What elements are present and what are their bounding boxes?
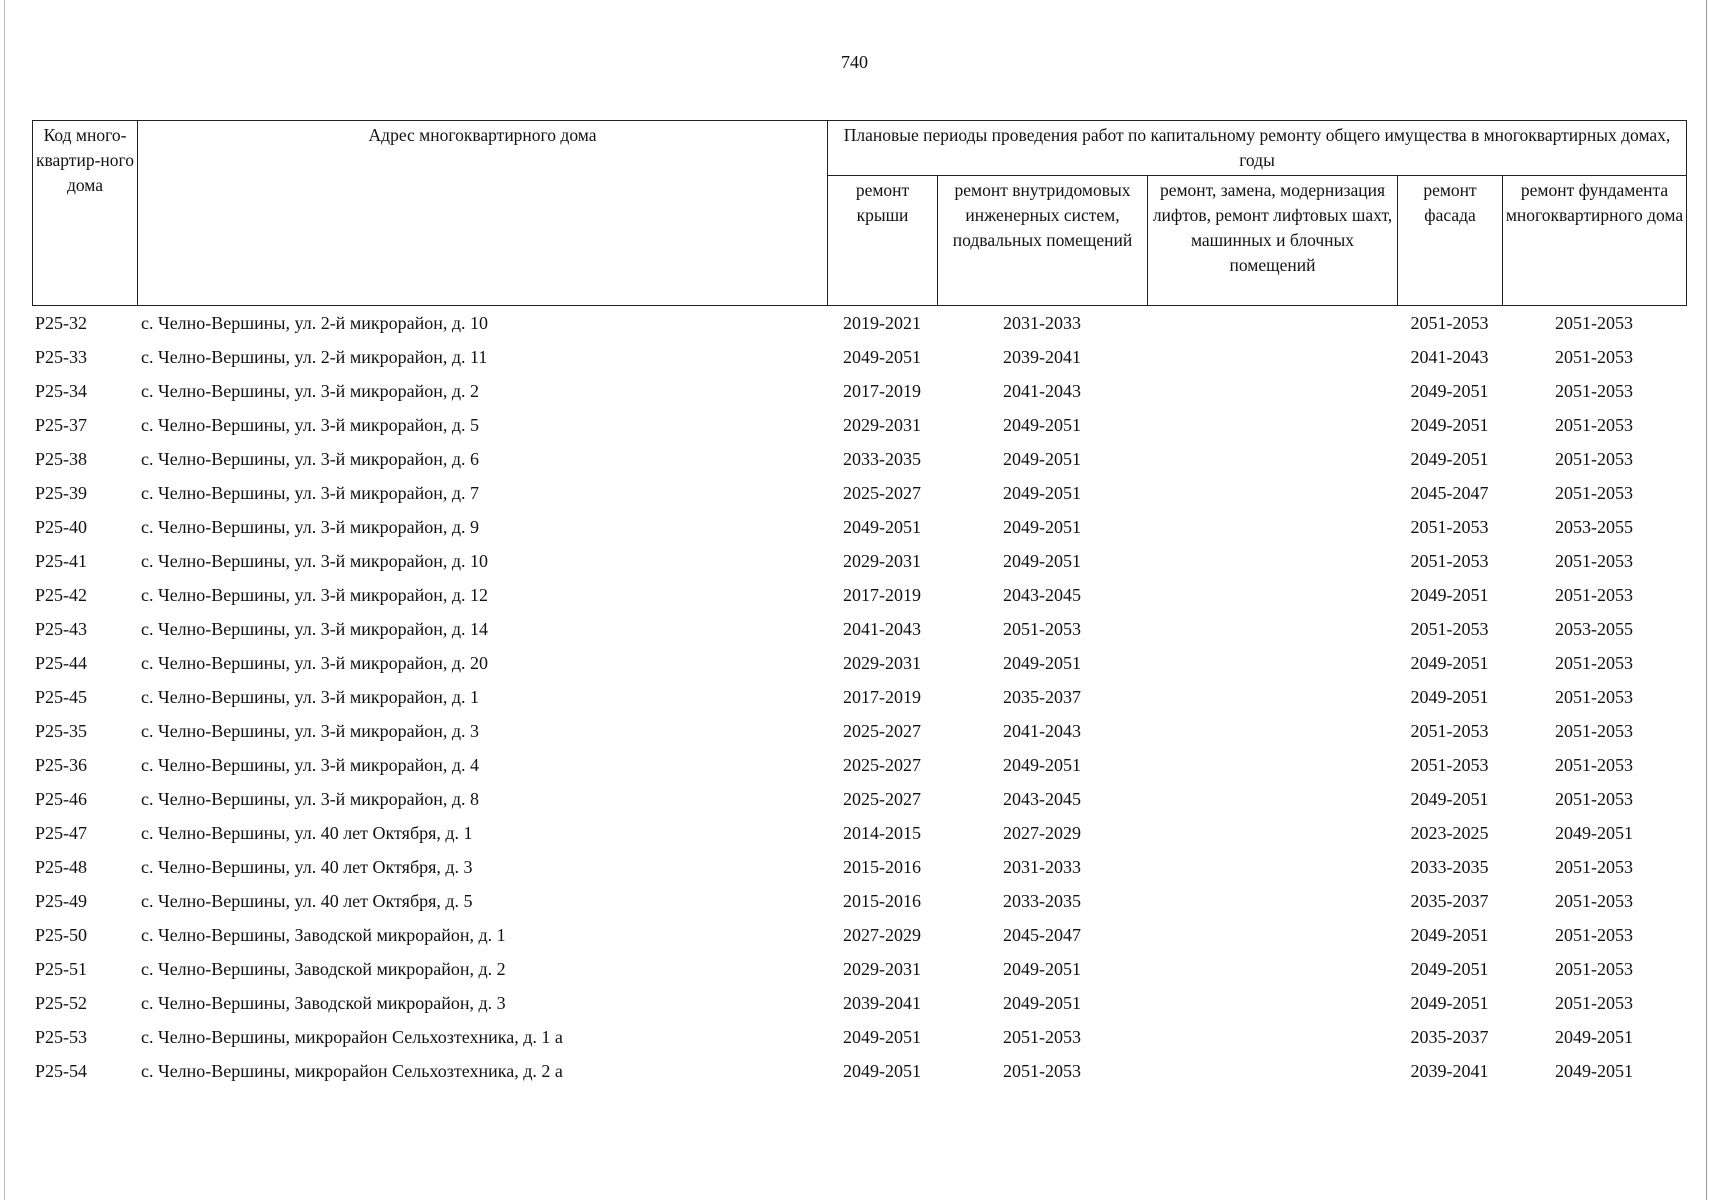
cell-elevators	[1147, 476, 1397, 510]
cell-foundation: 2051-2053	[1555, 789, 1633, 809]
cell-foundation: 2053-2055	[1555, 619, 1633, 639]
cell-address: с. Челно-Вершины, ул. 3-й микрорайон, д. 20	[141, 653, 489, 673]
table-row	[32, 612, 1686, 646]
header-roof: ремонт крыши	[828, 176, 938, 306]
cell-code: Р25-37	[35, 415, 88, 435]
cell-code: Р25-38	[35, 449, 88, 469]
table-row	[32, 1054, 1686, 1088]
cell-facade: 2049-2051	[1410, 789, 1489, 809]
table-row	[32, 476, 1686, 510]
header-elevators: ремонт, замена, модернизация лифтов, ремонт лифтовых шахт, машинных и блочных помещений	[1148, 176, 1398, 306]
cell-facade: 2023-2025	[1410, 823, 1489, 843]
cell-elevators	[1147, 748, 1397, 782]
cell-foundation: 2051-2053	[1555, 959, 1633, 979]
cell-address: с. Челно-Вершины, ул. 3-й микрорайон, д. 1	[141, 687, 480, 707]
cell-facade: 2049-2051	[1410, 415, 1489, 435]
cell-address: с. Челно-Вершины, ул. 3-й микрорайон, д. 12	[141, 585, 489, 605]
cell-engineering: 2049-2051	[1003, 653, 1081, 673]
cell-code: Р25-41	[35, 551, 88, 571]
cell-elevators	[1147, 714, 1397, 748]
table-row	[32, 340, 1686, 374]
table-row	[32, 714, 1686, 748]
scan-right-edge	[1706, 0, 1707, 1200]
table-row	[32, 816, 1686, 850]
cell-code: Р25-44	[35, 653, 88, 673]
cell-address: с. Челно-Вершины, ул. 3-й микрорайон, д. 3	[141, 721, 480, 741]
cell-engineering: 2027-2029	[1003, 823, 1081, 843]
cell-facade: 2041-2043	[1410, 347, 1489, 367]
table-row	[32, 544, 1686, 578]
cell-foundation: 2051-2053	[1555, 993, 1633, 1013]
cell-roof: 2029-2031	[843, 653, 921, 673]
table-row	[32, 442, 1686, 476]
cell-address: с. Челно-Вершины, ул. 2-й микрорайон, д. 11	[141, 347, 488, 367]
table-row	[32, 1020, 1686, 1054]
cell-engineering: 2041-2043	[1003, 381, 1081, 401]
cell-code: Р25-39	[35, 483, 88, 503]
table-row	[32, 918, 1686, 952]
cell-address: с. Челно-Вершины, ул. 3-й микрорайон, д. 9	[141, 517, 480, 537]
cell-facade: 2033-2035	[1410, 857, 1489, 877]
cell-facade: 2051-2053	[1410, 517, 1489, 537]
cell-code: Р25-47	[35, 823, 88, 843]
cell-elevators	[1147, 510, 1397, 544]
cell-roof: 2033-2035	[843, 449, 921, 469]
table-body	[32, 306, 1686, 1088]
cell-foundation: 2051-2053	[1555, 551, 1633, 571]
header-foundation: ремонт фундамента многоквартирного дома	[1503, 176, 1687, 306]
cell-engineering: 2031-2033	[1003, 857, 1081, 877]
cell-engineering: 2033-2035	[1003, 891, 1081, 911]
cell-engineering: 2049-2051	[1003, 755, 1081, 775]
cell-address: с. Челно-Вершины, микрорайон Сельхозтехника, д. 2 а	[141, 1061, 563, 1081]
cell-foundation: 2051-2053	[1555, 415, 1633, 435]
cell-engineering: 2043-2045	[1003, 789, 1081, 809]
cell-foundation: 2051-2053	[1555, 721, 1633, 741]
cell-code: Р25-40	[35, 517, 88, 537]
cell-engineering: 2049-2051	[1003, 551, 1081, 571]
cell-engineering: 2049-2051	[1003, 449, 1081, 469]
cell-roof: 2025-2027	[843, 755, 921, 775]
cell-foundation: 2051-2053	[1555, 925, 1633, 945]
cell-elevators	[1147, 442, 1397, 476]
cell-elevators	[1147, 680, 1397, 714]
cell-elevators	[1147, 578, 1397, 612]
cell-elevators	[1147, 884, 1397, 918]
cell-engineering: 2051-2053	[1003, 1061, 1081, 1081]
cell-elevators	[1147, 816, 1397, 850]
cell-code: Р25-49	[35, 891, 88, 911]
table-row	[32, 578, 1686, 612]
table-row	[32, 374, 1686, 408]
cell-foundation: 2051-2053	[1555, 891, 1633, 911]
cell-facade: 2049-2051	[1410, 449, 1489, 469]
cell-engineering: 2035-2037	[1003, 687, 1081, 707]
cell-foundation: 2053-2055	[1555, 517, 1633, 537]
table-row	[32, 408, 1686, 442]
cell-roof: 2017-2019	[843, 381, 921, 401]
cell-elevators	[1147, 340, 1397, 374]
cell-facade: 2035-2037	[1410, 1027, 1489, 1047]
cell-facade: 2049-2051	[1410, 687, 1489, 707]
cell-foundation: 2049-2051	[1555, 1027, 1633, 1047]
cell-roof: 2049-2051	[843, 517, 921, 537]
cell-code: Р25-50	[35, 925, 88, 945]
cell-engineering: 2031-2033	[1003, 313, 1081, 333]
cell-foundation: 2051-2053	[1555, 313, 1633, 333]
cell-foundation: 2051-2053	[1555, 585, 1633, 605]
cell-address: с. Челно-Вершины, ул. 3-й микрорайон, д. 5	[141, 415, 480, 435]
header-facade: ремонт фасада	[1398, 176, 1503, 306]
cell-facade: 2039-2041	[1410, 1061, 1489, 1081]
cell-elevators	[1147, 544, 1397, 578]
cell-facade: 2049-2051	[1410, 959, 1489, 979]
cell-code: Р25-33	[35, 347, 88, 367]
cell-foundation: 2051-2053	[1555, 483, 1633, 503]
table-rows	[32, 306, 1686, 1088]
cell-address: с. Челно-Вершины, ул. 3-й микрорайон, д. 2	[141, 381, 480, 401]
cell-roof: 2049-2051	[843, 1027, 921, 1047]
header-engineering: ремонт внутридомовых инженерных систем, подвальных помещений	[938, 176, 1148, 306]
table-row	[32, 986, 1686, 1020]
cell-roof: 2029-2031	[843, 551, 921, 571]
table-row	[32, 952, 1686, 986]
cell-roof: 2029-2031	[843, 959, 921, 979]
page-number: 740	[841, 52, 868, 72]
cell-code: Р25-53	[35, 1027, 88, 1047]
cell-code: Р25-36	[35, 755, 88, 775]
cell-address: с. Челно-Вершины, ул. 3-й микрорайон, д. 6	[141, 449, 480, 469]
cell-elevators	[1147, 374, 1397, 408]
table-row	[32, 306, 1686, 340]
cell-address: с. Челно-Вершины, Заводской микрорайон, д. 3	[141, 993, 506, 1013]
cell-facade: 2051-2053	[1410, 755, 1489, 775]
cell-address: с. Челно-Вершины, ул. 3-й микрорайон, д. 14	[141, 619, 489, 639]
cell-address: с. Челно-Вершины, Заводской микрорайон, д. 1	[141, 925, 506, 945]
cell-engineering: 2041-2043	[1003, 721, 1081, 741]
capital-repair-table	[32, 120, 1687, 1088]
cell-engineering: 2049-2051	[1003, 959, 1081, 979]
table-row	[32, 510, 1686, 544]
table-row	[32, 850, 1686, 884]
cell-elevators	[1147, 850, 1397, 884]
table-header	[32, 120, 1687, 306]
cell-elevators	[1147, 306, 1397, 340]
cell-engineering: 2039-2041	[1003, 347, 1081, 367]
cell-roof: 2017-2019	[843, 585, 921, 605]
cell-facade: 2051-2053	[1410, 551, 1489, 571]
cell-elevators	[1147, 782, 1397, 816]
cell-facade: 2035-2037	[1410, 891, 1489, 911]
cell-elevators	[1147, 952, 1397, 986]
cell-elevators	[1147, 1054, 1397, 1088]
cell-code: Р25-32	[35, 313, 88, 333]
cell-code: Р25-52	[35, 993, 88, 1013]
cell-code: Р25-48	[35, 857, 88, 877]
cell-roof: 2029-2031	[843, 415, 921, 435]
cell-facade: 2049-2051	[1410, 653, 1489, 673]
cell-engineering: 2049-2051	[1003, 993, 1081, 1013]
table-row	[32, 680, 1686, 714]
cell-address: с. Челно-Вершины, ул. 3-й микрорайон, д. 7	[141, 483, 480, 503]
cell-code: Р25-34	[35, 381, 88, 401]
cell-facade: 2045-2047	[1410, 483, 1489, 503]
cell-foundation: 2051-2053	[1555, 755, 1633, 775]
table-row	[32, 782, 1686, 816]
cell-elevators	[1147, 612, 1397, 646]
cell-foundation: 2051-2053	[1555, 449, 1633, 469]
cell-foundation: 2051-2053	[1555, 687, 1633, 707]
cell-address: с. Челно-Вершины, Заводской микрорайон, д. 2	[141, 959, 506, 979]
cell-facade: 2049-2051	[1410, 585, 1489, 605]
cell-code: Р25-51	[35, 959, 88, 979]
cell-roof: 2017-2019	[843, 687, 921, 707]
cell-address: с. Челно-Вершины, ул. 3-й микрорайон, д. 10	[141, 551, 489, 571]
cell-elevators	[1147, 408, 1397, 442]
cell-roof: 2049-2051	[843, 347, 921, 367]
cell-roof: 2015-2016	[843, 857, 921, 877]
cell-engineering: 2049-2051	[1003, 517, 1081, 537]
cell-roof: 2039-2041	[843, 993, 921, 1013]
cell-facade: 2049-2051	[1410, 993, 1489, 1013]
cell-engineering: 2045-2047	[1003, 925, 1081, 945]
cell-foundation: 2051-2053	[1555, 347, 1633, 367]
cell-address: с. Челно-Вершины, микрорайон Сельхозтехника, д. 1 а	[141, 1027, 563, 1047]
cell-engineering: 2051-2053	[1003, 1027, 1081, 1047]
cell-address: с. Челно-Вершины, ул. 3-й микрорайон, д. 4	[141, 755, 480, 775]
cell-elevators	[1147, 986, 1397, 1020]
cell-elevators	[1147, 646, 1397, 680]
cell-address: с. Челно-Вершины, ул. 40 лет Октября, д. 3	[141, 857, 473, 877]
cell-roof: 2025-2027	[843, 721, 921, 741]
cell-engineering: 2043-2045	[1003, 585, 1081, 605]
cell-engineering: 2051-2053	[1003, 619, 1081, 639]
cell-engineering: 2049-2051	[1003, 415, 1081, 435]
table-row	[32, 884, 1686, 918]
cell-facade: 2051-2053	[1410, 619, 1489, 639]
header-periods-group: Плановые периоды проведения работ по капитальному ремонту общего имущества в многоквартирных домах, годы	[828, 121, 1687, 176]
cell-facade: 2049-2051	[1410, 381, 1489, 401]
cell-address: с. Челно-Вершины, ул. 3-й микрорайон, д. 8	[141, 789, 480, 809]
cell-code: Р25-46	[35, 789, 88, 809]
cell-code: Р25-45	[35, 687, 88, 707]
cell-code: Р25-54	[35, 1061, 88, 1081]
cell-code: Р25-35	[35, 721, 88, 741]
cell-elevators	[1147, 1020, 1397, 1054]
cell-foundation: 2051-2053	[1555, 653, 1633, 673]
cell-roof: 2015-2016	[843, 891, 921, 911]
cell-roof: 2025-2027	[843, 483, 921, 503]
cell-address: с. Челно-Вершины, ул. 40 лет Октября, д. 1	[141, 823, 473, 843]
cell-engineering: 2049-2051	[1003, 483, 1081, 503]
cell-foundation: 2049-2051	[1555, 1061, 1633, 1081]
cell-roof: 2041-2043	[843, 619, 921, 639]
cell-roof: 2049-2051	[843, 1061, 921, 1081]
cell-foundation: 2051-2053	[1555, 857, 1633, 877]
cell-roof: 2027-2029	[843, 925, 921, 945]
cell-elevators	[1147, 918, 1397, 952]
table-row	[32, 646, 1686, 680]
table-row	[32, 748, 1686, 782]
cell-foundation: 2051-2053	[1555, 381, 1633, 401]
header-address: Адрес многоквартирного дома	[138, 121, 828, 306]
cell-address: с. Челно-Вершины, ул. 2-й микрорайон, д. 10	[141, 313, 489, 333]
cell-facade: 2051-2053	[1410, 313, 1489, 333]
cell-foundation: 2049-2051	[1555, 823, 1633, 843]
cell-roof: 2025-2027	[843, 789, 921, 809]
header-code: Код много-квартир-ного дома	[33, 121, 138, 306]
cell-roof: 2014-2015	[843, 823, 921, 843]
cell-facade: 2049-2051	[1410, 925, 1489, 945]
cell-code: Р25-42	[35, 585, 88, 605]
cell-facade: 2051-2053	[1410, 721, 1489, 741]
cell-address: с. Челно-Вершины, ул. 40 лет Октября, д. 5	[141, 891, 473, 911]
scan-left-edge	[4, 0, 5, 1200]
cell-code: Р25-43	[35, 619, 88, 639]
cell-roof: 2019-2021	[843, 313, 921, 333]
